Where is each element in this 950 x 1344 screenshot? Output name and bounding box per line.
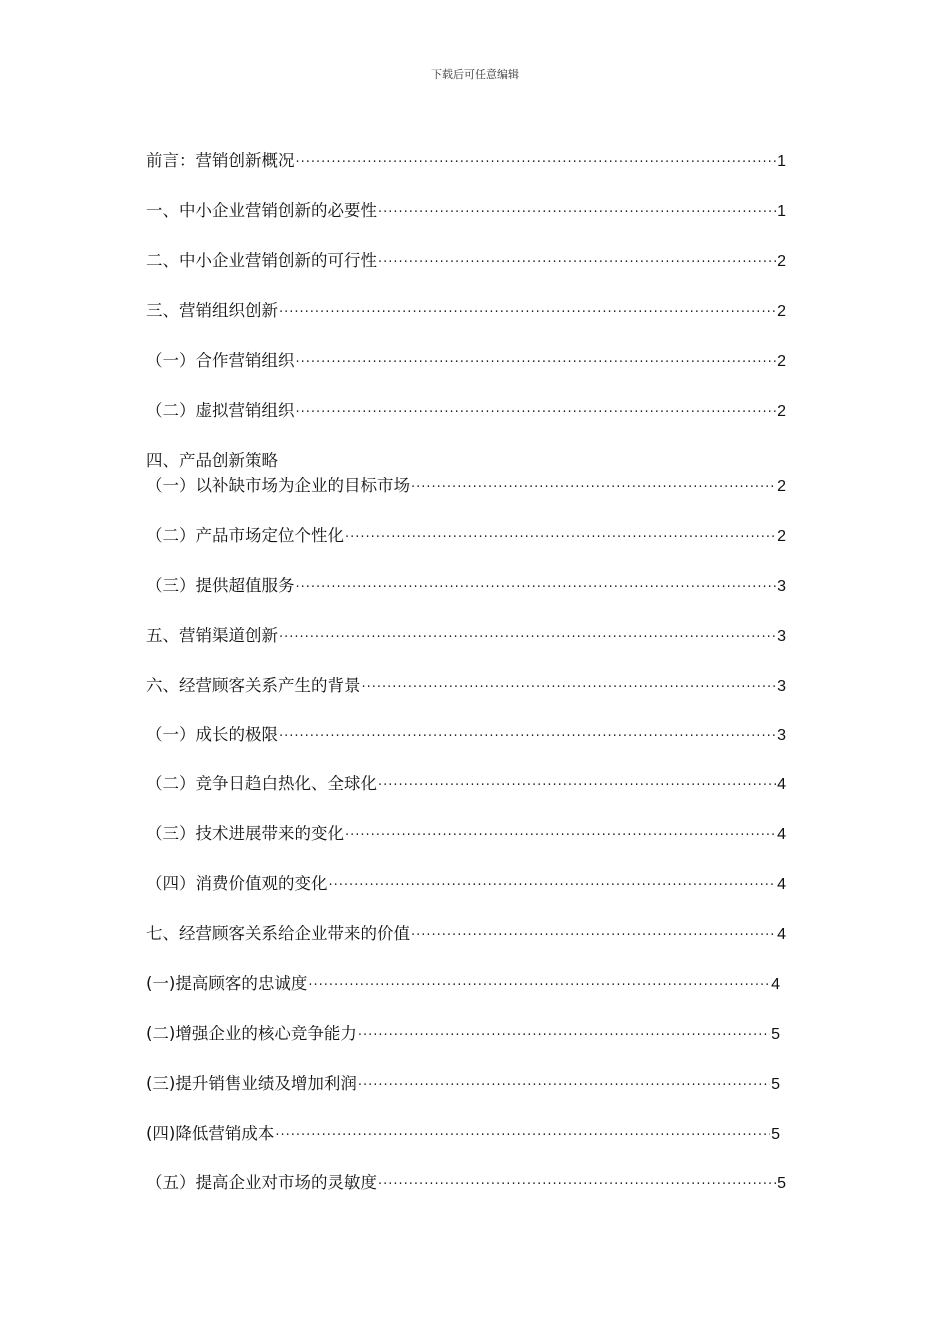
toc-entry-title: (三)提升销售业绩及增加利润	[146, 1074, 357, 1093]
toc-leader-dots	[411, 925, 776, 947]
toc-entry[interactable]	[146, 300, 786, 322]
toc-leader-dots	[279, 302, 776, 324]
toc-entry-page: 3	[777, 727, 786, 744]
toc-entry-page: 5	[777, 1175, 786, 1192]
toc-entry[interactable]	[146, 724, 786, 746]
toc-leader-dots	[358, 1075, 770, 1097]
toc-leader-dots	[296, 152, 777, 174]
toc-leader-dots	[345, 527, 776, 549]
toc-leader-dots	[275, 1125, 770, 1147]
toc-leader-dots	[308, 975, 770, 997]
toc-leader-dots	[362, 677, 777, 699]
toc-entry[interactable]	[146, 400, 786, 422]
toc-entry-page: 2	[777, 403, 786, 420]
toc-entry-page: 4	[777, 776, 786, 793]
toc-entry-page: 2	[777, 303, 786, 320]
toc-entry-title: （二）产品市场定位个性化	[146, 526, 344, 545]
toc-leader-dots	[378, 202, 776, 224]
toc-entry-page: 2	[777, 253, 786, 270]
toc-entry-title: （一）成长的极限	[146, 725, 278, 744]
toc-leader-dots	[378, 1174, 776, 1196]
toc-entry-title: （四）消费价值观的变化	[146, 874, 328, 893]
toc-entry-page: 2	[777, 353, 786, 370]
toc-entry-title: （一）合作营销组织	[146, 351, 295, 370]
toc-entry[interactable]	[146, 1023, 780, 1045]
toc-entry[interactable]	[146, 923, 786, 945]
toc-entry-title: 四、产品创新策略	[146, 451, 278, 470]
toc-entry-page: 3	[777, 578, 786, 595]
page-header: 下载后可任意编辑	[431, 68, 519, 81]
toc-leader-dots	[345, 825, 776, 847]
toc-entry-title: (四)降低营销成本	[146, 1124, 275, 1143]
toc-entry-title: 前言：营销创新概况	[146, 151, 295, 170]
toc-entry[interactable]	[146, 575, 786, 597]
toc-entry-page: 2	[777, 478, 786, 495]
toc-entry[interactable]	[146, 625, 786, 647]
toc-leader-dots	[378, 775, 776, 797]
toc-entry-title: （二）虚拟营销组织	[146, 401, 295, 420]
toc-entry[interactable]	[146, 350, 786, 372]
toc-entry-page: 2	[777, 528, 786, 545]
toc-entry-page: 4	[771, 976, 780, 993]
toc-entry[interactable]	[146, 675, 786, 697]
toc-leader-dots	[279, 627, 776, 649]
toc-entry[interactable]	[146, 823, 786, 845]
toc-entry[interactable]	[146, 873, 786, 895]
toc-entry-page: 5	[771, 1076, 780, 1093]
toc-entry[interactable]	[146, 1073, 780, 1095]
toc-entry-title: （三）提供超值服务	[146, 576, 295, 595]
toc-entry[interactable]	[146, 150, 786, 172]
toc-entry-title: （一）以补缺市场为企业的目标市场	[146, 476, 410, 495]
toc-entry-page: 4	[777, 876, 786, 893]
toc-entry-page: 3	[777, 678, 786, 695]
toc-entry-title: 五、营销渠道创新	[146, 626, 278, 645]
toc-entry-title: 六、经营顾客关系产生的背景	[146, 676, 361, 695]
toc-leader-dots	[279, 726, 776, 748]
toc-entry-page: 4	[777, 826, 786, 843]
toc-leader-dots	[296, 577, 777, 599]
toc-entry[interactable]	[146, 200, 786, 222]
toc-entry[interactable]	[146, 1123, 780, 1145]
toc-leader-dots	[358, 1025, 770, 1047]
toc-entry[interactable]	[146, 773, 786, 795]
toc-leader-dots	[329, 875, 777, 897]
toc-entry[interactable]	[146, 973, 780, 995]
toc-entry-title: （三）技术进展带来的变化	[146, 824, 344, 843]
toc-entry-title: 二、中小企业营销创新的可行性	[146, 251, 377, 270]
toc-entry-page: 5	[771, 1126, 780, 1143]
toc-leader-dots	[378, 252, 776, 274]
toc-leader-dots	[296, 352, 777, 374]
toc-entry[interactable]	[146, 525, 786, 547]
toc-leader-dots	[296, 402, 777, 424]
toc-entry-page: 4	[777, 926, 786, 943]
toc-entry-title: 一、中小企业营销创新的必要性	[146, 201, 377, 220]
toc-entry[interactable]	[146, 250, 786, 272]
toc-entry-title: 三、营销组织创新	[146, 301, 278, 320]
toc-entry[interactable]	[146, 475, 786, 497]
toc-entry-page: 1	[777, 153, 786, 170]
toc-entry-title: 七、经营顾客关系给企业带来的价值	[146, 924, 410, 943]
toc-entry-title: (二)增强企业的核心竞争能力	[146, 1024, 357, 1043]
toc-entry-page: 5	[771, 1026, 780, 1043]
toc-entry-title: （五）提高企业对市场的灵敏度	[146, 1173, 377, 1192]
toc-section-heading[interactable]	[146, 450, 786, 472]
toc-entry-title: (一)提高顾客的忠诚度	[146, 974, 308, 993]
toc-entry-page: 1	[777, 203, 786, 220]
toc-entry-page: 3	[777, 628, 786, 645]
toc-entry-title: （二）竞争日趋白热化、全球化	[146, 774, 377, 793]
toc-leader-dots	[411, 477, 776, 499]
toc-entry[interactable]	[146, 1172, 786, 1194]
